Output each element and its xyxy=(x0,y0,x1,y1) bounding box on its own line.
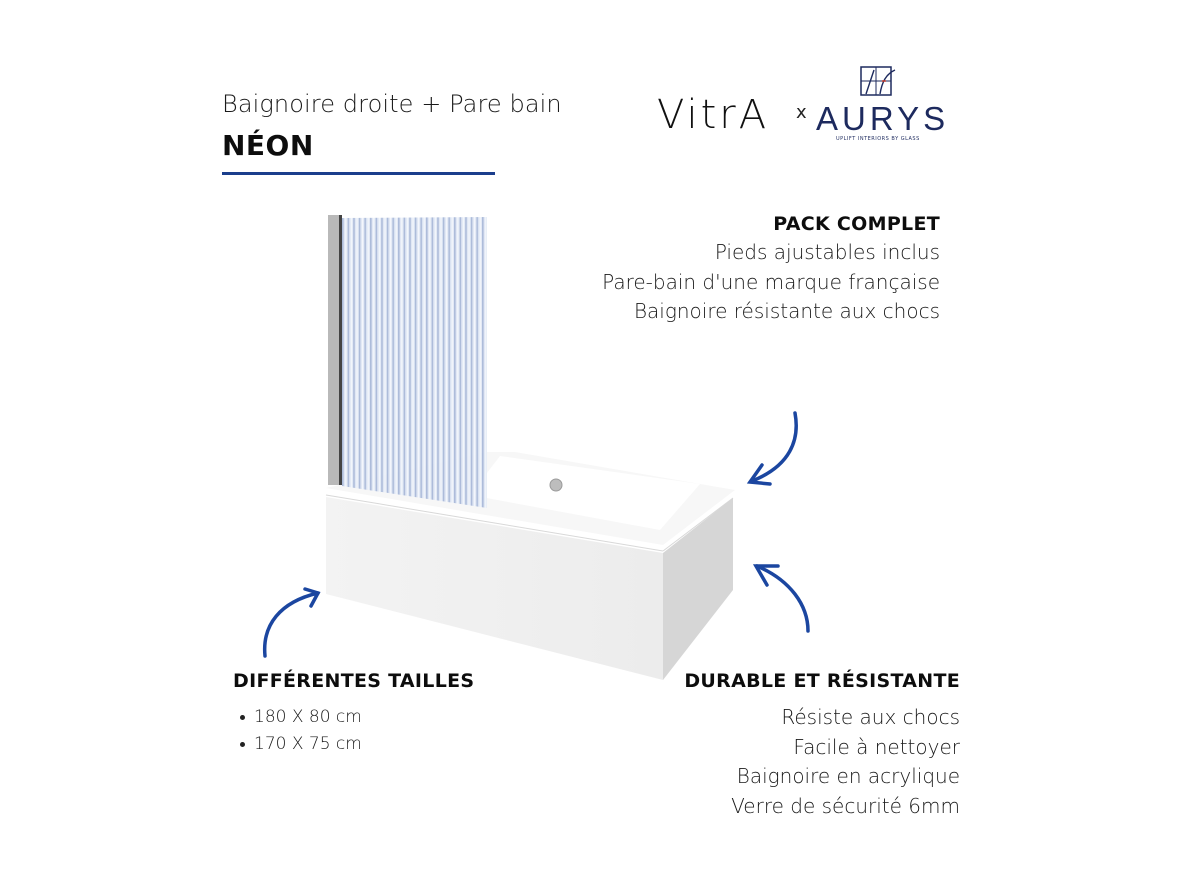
feature-heading: DIFFÉRENTES TAILLES xyxy=(233,670,475,692)
bullet-icon xyxy=(240,742,245,747)
arrow-icon-durable xyxy=(756,566,808,631)
feature-line: Facile à nettoyer xyxy=(793,734,960,759)
feature-line: Résiste aux chocs xyxy=(781,705,960,729)
feature-line: Pare-bain d'une marque française xyxy=(602,269,940,294)
feature-heading: DURABLE ET RÉSISTANTE xyxy=(684,670,960,692)
bath-screen xyxy=(328,215,487,508)
logo-separator: x xyxy=(796,102,807,123)
title-underline xyxy=(222,172,495,175)
feature-heading: PACK COMPLET xyxy=(773,213,940,235)
product-subtitle: Baignoire droite + Pare bain xyxy=(222,90,562,118)
bullet-icon xyxy=(240,715,245,720)
feature-line: Baignoire en acrylique xyxy=(736,764,960,788)
aurys-logo: AURYS xyxy=(816,100,950,137)
arrow-icon-pack xyxy=(750,413,796,484)
arrow-icon-sizes xyxy=(265,589,318,656)
feature-line: Verre de sécurité 6mm xyxy=(731,793,960,818)
vitra-logo: VitrA xyxy=(657,92,770,138)
feature-line: Pieds ajustables inclus xyxy=(714,240,940,264)
feature-pack-complet xyxy=(602,213,940,327)
size-label: 180 X 80 cm xyxy=(254,707,362,727)
feature-line: Baignoire résistante aux chocs xyxy=(633,299,940,323)
size-item xyxy=(233,704,474,731)
size-label: 170 X 75 cm xyxy=(254,734,362,754)
size-item xyxy=(233,731,474,758)
product-title: NÉON xyxy=(222,129,314,162)
aurys-emblem-icon xyxy=(860,66,896,98)
feature-durable xyxy=(684,670,960,821)
feature-sizes xyxy=(233,670,474,758)
overflow-drain-icon xyxy=(550,479,562,491)
aurys-tagline: UPLIFT INTERIORS BY GLASS xyxy=(836,136,920,142)
